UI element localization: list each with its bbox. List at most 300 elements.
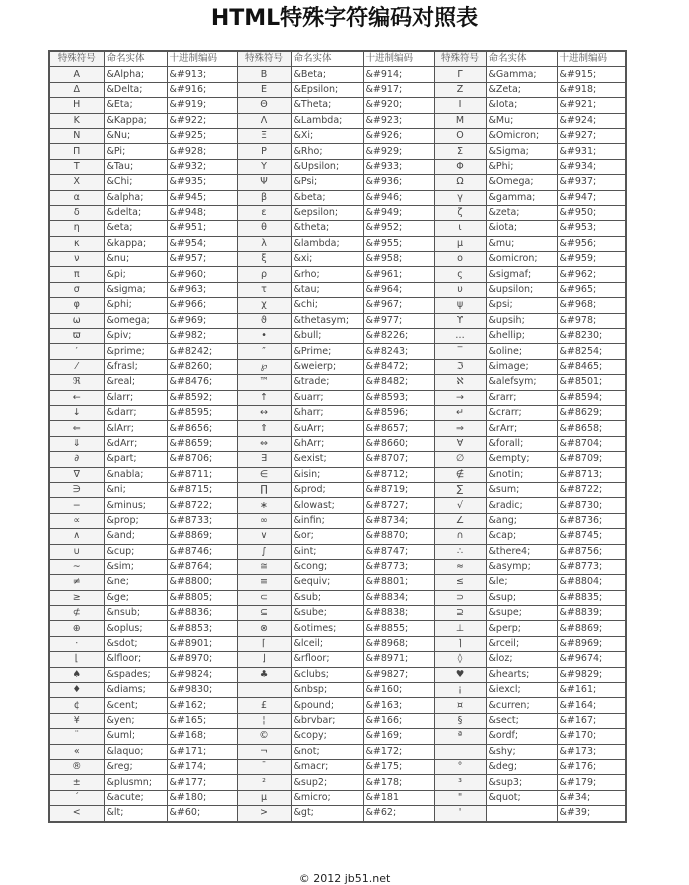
decimal-code-cell: &#8722; bbox=[167, 498, 237, 513]
named-entity-cell: &sube; bbox=[291, 606, 363, 621]
named-entity-cell: &reg; bbox=[104, 759, 167, 774]
decimal-code-cell: &#8254; bbox=[557, 344, 626, 359]
symbol-cell: ® bbox=[49, 759, 104, 774]
table-row bbox=[49, 236, 626, 251]
symbol-cell: ∀ bbox=[434, 436, 486, 451]
named-entity-cell: &prod; bbox=[291, 482, 363, 497]
decimal-code-cell: &#8834; bbox=[363, 590, 434, 605]
symbol-cell: ψ bbox=[434, 298, 486, 313]
decimal-code-cell: &#919; bbox=[167, 98, 237, 113]
symbol-cell: Ξ bbox=[237, 128, 291, 143]
symbol-cell: ∃ bbox=[237, 452, 291, 467]
decimal-code-cell: &#916; bbox=[167, 82, 237, 97]
symbol-cell: Κ bbox=[49, 113, 104, 128]
symbol-cell: ∝ bbox=[49, 513, 104, 528]
decimal-code-cell: &#935; bbox=[167, 175, 237, 190]
named-entity-cell: &xi; bbox=[291, 252, 363, 267]
decimal-code-cell: &#982; bbox=[167, 329, 237, 344]
table-row bbox=[49, 359, 626, 374]
named-entity-cell: &real; bbox=[104, 375, 167, 390]
named-entity-cell: &prime; bbox=[104, 344, 167, 359]
decimal-code-cell: &#170; bbox=[557, 729, 626, 744]
symbol-cell: μ bbox=[434, 236, 486, 251]
symbol-cell: Α bbox=[49, 67, 104, 82]
named-entity-cell: &Psi; bbox=[291, 175, 363, 190]
symbol-cell: ′ bbox=[49, 344, 104, 359]
symbol-cell: ≥ bbox=[49, 590, 104, 605]
decimal-code-cell: &#180; bbox=[167, 790, 237, 805]
table-row bbox=[49, 205, 626, 220]
symbol-cell: ∠ bbox=[434, 513, 486, 528]
symbol-cell: ∴ bbox=[434, 544, 486, 559]
symbol-cell: … bbox=[434, 329, 486, 344]
symbol-cell: Ι bbox=[434, 98, 486, 113]
named-entity-cell: &hArr; bbox=[291, 436, 363, 451]
symbol-cell: θ bbox=[237, 221, 291, 236]
named-entity-cell: &lt; bbox=[104, 806, 167, 822]
symbol-cell: ζ bbox=[434, 205, 486, 220]
table-row bbox=[49, 267, 626, 282]
symbol-cell: µ bbox=[237, 790, 291, 805]
symbol-cell: υ bbox=[434, 282, 486, 297]
symbol-cell: ³ bbox=[434, 775, 486, 790]
symbol-cell: ⊄ bbox=[49, 606, 104, 621]
named-entity-cell: &there4; bbox=[486, 544, 557, 559]
symbol-cell: ⊇ bbox=[434, 606, 486, 621]
table-row bbox=[49, 298, 626, 313]
symbol-cell: ≅ bbox=[237, 559, 291, 574]
named-entity-cell: &theta; bbox=[291, 221, 363, 236]
named-entity-cell: &uml; bbox=[104, 729, 167, 744]
decimal-code-cell: &#8733; bbox=[167, 513, 237, 528]
named-entity-cell: &prop; bbox=[104, 513, 167, 528]
symbol-cell: Η bbox=[49, 98, 104, 113]
decimal-code-cell: &#934; bbox=[557, 159, 626, 174]
named-entity-cell: &eta; bbox=[104, 221, 167, 236]
symbol-cell: ∈ bbox=[237, 467, 291, 482]
decimal-code-cell: &#8707; bbox=[363, 452, 434, 467]
named-entity-cell: &diams; bbox=[104, 683, 167, 698]
symbol-cell: ≠ bbox=[49, 575, 104, 590]
symbol-cell: γ bbox=[434, 190, 486, 205]
symbol-cell: " bbox=[434, 790, 486, 805]
symbol-cell: ∇ bbox=[49, 467, 104, 482]
symbol-cell: ℑ bbox=[434, 359, 486, 374]
table-row bbox=[49, 559, 626, 574]
named-entity-cell: &frasl; bbox=[104, 359, 167, 374]
symbol-cell: η bbox=[49, 221, 104, 236]
named-entity-cell: &Eta; bbox=[104, 98, 167, 113]
named-entity-cell: &exist; bbox=[291, 452, 363, 467]
named-entity-cell: &Omicron; bbox=[486, 128, 557, 143]
decimal-code-cell: &#8715; bbox=[167, 482, 237, 497]
symbol-cell: ← bbox=[49, 390, 104, 405]
decimal-code-cell: &#169; bbox=[363, 729, 434, 744]
named-entity-cell: &nabla; bbox=[104, 467, 167, 482]
decimal-code-cell: &#957; bbox=[167, 252, 237, 267]
table-row bbox=[49, 390, 626, 405]
table-row bbox=[49, 113, 626, 128]
symbol-cell: Ψ bbox=[237, 175, 291, 190]
decimal-code-cell: &#929; bbox=[363, 144, 434, 159]
symbol-cell: ° bbox=[434, 759, 486, 774]
symbol-cell: β bbox=[237, 190, 291, 205]
named-entity-cell: &pound; bbox=[291, 698, 363, 713]
decimal-code-cell: &#8659; bbox=[167, 436, 237, 451]
symbol-cell: < bbox=[49, 806, 104, 822]
decimal-code-cell: &#8969; bbox=[557, 636, 626, 651]
table-row bbox=[49, 790, 626, 805]
named-entity-cell: &notin; bbox=[486, 467, 557, 482]
decimal-code-cell: &#8260; bbox=[167, 359, 237, 374]
decimal-code-cell: &#9830; bbox=[167, 683, 237, 698]
table-row bbox=[49, 698, 626, 713]
named-entity-cell: &ordf; bbox=[486, 729, 557, 744]
decimal-code-cell: &#922; bbox=[167, 113, 237, 128]
named-entity-cell: &sum; bbox=[486, 482, 557, 497]
decimal-code-cell: &#969; bbox=[167, 313, 237, 328]
named-entity-cell: &rfloor; bbox=[291, 652, 363, 667]
named-entity-cell: &minus; bbox=[104, 498, 167, 513]
named-entity-cell: &sup3; bbox=[486, 775, 557, 790]
named-entity-cell: &Mu; bbox=[486, 113, 557, 128]
decimal-code-cell: &#176; bbox=[557, 759, 626, 774]
symbol-cell: ⇔ bbox=[237, 436, 291, 451]
decimal-code-cell: &#8746; bbox=[167, 544, 237, 559]
named-entity-cell: &Kappa; bbox=[104, 113, 167, 128]
decimal-code-cell: &#951; bbox=[167, 221, 237, 236]
decimal-code-cell: &#964; bbox=[363, 282, 434, 297]
symbol-cell: § bbox=[434, 713, 486, 728]
symbol-cell: ⊆ bbox=[237, 606, 291, 621]
symbol-cell: Θ bbox=[237, 98, 291, 113]
named-entity-cell: &iexcl; bbox=[486, 683, 557, 698]
table-row bbox=[49, 329, 626, 344]
named-entity-cell: &alpha; bbox=[104, 190, 167, 205]
table-row bbox=[49, 452, 626, 467]
named-entity-cell: &le; bbox=[486, 575, 557, 590]
decimal-code-cell: &#8869; bbox=[557, 621, 626, 636]
table-row bbox=[49, 806, 626, 822]
table-row bbox=[49, 744, 626, 759]
named-entity-cell: &omicron; bbox=[486, 252, 557, 267]
symbol-cell: Ν bbox=[49, 128, 104, 143]
symbol-cell: ¡ bbox=[434, 683, 486, 698]
symbol-cell: Τ bbox=[49, 159, 104, 174]
symbol-cell: → bbox=[434, 390, 486, 405]
symbol-cell: Λ bbox=[237, 113, 291, 128]
table-row bbox=[49, 513, 626, 528]
decimal-code-cell: &#179; bbox=[557, 775, 626, 790]
symbol-cell: σ bbox=[49, 282, 104, 297]
named-entity-cell: &Pi; bbox=[104, 144, 167, 159]
decimal-code-cell: &#924; bbox=[557, 113, 626, 128]
symbol-cell: ″ bbox=[237, 344, 291, 359]
decimal-code-cell: &#8713; bbox=[557, 467, 626, 482]
symbol-cell: ∋ bbox=[49, 482, 104, 497]
table-row bbox=[49, 729, 626, 744]
decimal-code-cell: &#8747; bbox=[363, 544, 434, 559]
header-decimal-code: 十进制编码 bbox=[363, 51, 434, 67]
named-entity-cell: &sect; bbox=[486, 713, 557, 728]
symbol-cell: ¬ bbox=[237, 744, 291, 759]
named-entity-cell: &macr; bbox=[291, 759, 363, 774]
symbol-cell: − bbox=[49, 498, 104, 513]
symbol-cell: ∪ bbox=[49, 544, 104, 559]
named-entity-cell: &phi; bbox=[104, 298, 167, 313]
decimal-code-cell: &#918; bbox=[557, 82, 626, 97]
symbol-cell: ρ bbox=[237, 267, 291, 282]
decimal-code-cell: &#8727; bbox=[363, 498, 434, 513]
named-entity-cell: &sim; bbox=[104, 559, 167, 574]
symbol-cell: ϖ bbox=[49, 329, 104, 344]
decimal-code-cell: &#8756; bbox=[557, 544, 626, 559]
symbol-cell: ⊂ bbox=[237, 590, 291, 605]
decimal-code-cell: &#8711; bbox=[167, 467, 237, 482]
symbol-cell: ∧ bbox=[49, 529, 104, 544]
symbol-cell: ¢ bbox=[49, 698, 104, 713]
symbol-cell: £ bbox=[237, 698, 291, 713]
symbol-cell: ↔ bbox=[237, 405, 291, 420]
decimal-code-cell: &#8838; bbox=[363, 606, 434, 621]
decimal-code-cell: &#8804; bbox=[557, 575, 626, 590]
symbol-cell: ⊃ bbox=[434, 590, 486, 605]
symbol-cell: λ bbox=[237, 236, 291, 251]
named-entity-cell: &empty; bbox=[486, 452, 557, 467]
named-entity-cell: &plusmn; bbox=[104, 775, 167, 790]
table-row bbox=[49, 636, 626, 651]
decimal-code-cell: &#177; bbox=[167, 775, 237, 790]
table-row bbox=[49, 621, 626, 636]
decimal-code-cell: &#968; bbox=[557, 298, 626, 313]
decimal-code-cell: &#161; bbox=[557, 683, 626, 698]
symbol-cell: ⊕ bbox=[49, 621, 104, 636]
decimal-code-cell: &#956; bbox=[557, 236, 626, 251]
named-entity-cell: &nsub; bbox=[104, 606, 167, 621]
named-entity-cell: &oplus; bbox=[104, 621, 167, 636]
symbol-cell: ε bbox=[237, 205, 291, 220]
decimal-code-cell: &#167; bbox=[557, 713, 626, 728]
decimal-code-cell: &#933; bbox=[363, 159, 434, 174]
symbol-cell: ⇑ bbox=[237, 421, 291, 436]
decimal-code-cell: &#8773; bbox=[363, 559, 434, 574]
decimal-code-cell: &#955; bbox=[363, 236, 434, 251]
named-entity-cell: &oline; bbox=[486, 344, 557, 359]
named-entity-cell: &sup; bbox=[486, 590, 557, 605]
named-entity-cell: &mu; bbox=[486, 236, 557, 251]
symbol-cell: ⌉ bbox=[434, 636, 486, 651]
table-row bbox=[49, 82, 626, 97]
decimal-code-cell: &#923; bbox=[363, 113, 434, 128]
decimal-code-cell: &#8712; bbox=[363, 467, 434, 482]
named-entity-cell: &clubs; bbox=[291, 667, 363, 682]
decimal-code-cell: &#9824; bbox=[167, 667, 237, 682]
named-entity-cell: &laquo; bbox=[104, 744, 167, 759]
decimal-code-cell: &#173; bbox=[557, 744, 626, 759]
named-entity-cell: &lArr; bbox=[104, 421, 167, 436]
named-entity-cell: &radic; bbox=[486, 498, 557, 513]
header-symbol: 特殊符号 bbox=[49, 51, 104, 67]
decimal-code-cell: &#8730; bbox=[557, 498, 626, 513]
table-row bbox=[49, 405, 626, 420]
named-entity-cell: &image; bbox=[486, 359, 557, 374]
symbol-cell: ∏ bbox=[237, 482, 291, 497]
decimal-code-cell: &#163; bbox=[363, 698, 434, 713]
decimal-code-cell: &#8596; bbox=[363, 405, 434, 420]
symbol-cell: ◊ bbox=[434, 652, 486, 667]
decimal-code-cell: &#928; bbox=[167, 144, 237, 159]
symbol-cell: Φ bbox=[434, 159, 486, 174]
symbol-cell: Ο bbox=[434, 128, 486, 143]
symbol-cell: Ε bbox=[237, 82, 291, 97]
symbol-cell: ¦ bbox=[237, 713, 291, 728]
decimal-code-cell: &#8595; bbox=[167, 405, 237, 420]
named-entity-cell: &rarr; bbox=[486, 390, 557, 405]
table-row bbox=[49, 375, 626, 390]
named-entity-cell: &zeta; bbox=[486, 205, 557, 220]
named-entity-cell: &forall; bbox=[486, 436, 557, 451]
decimal-code-cell: &#9829; bbox=[557, 667, 626, 682]
symbol-cell: ♦ bbox=[49, 683, 104, 698]
named-entity-cell: &lowast; bbox=[291, 498, 363, 513]
decimal-code-cell: &#8230; bbox=[557, 329, 626, 344]
named-entity-cell: &Theta; bbox=[291, 98, 363, 113]
entity-table-body bbox=[49, 67, 626, 822]
named-entity-cell: &and; bbox=[104, 529, 167, 544]
symbol-cell: Μ bbox=[434, 113, 486, 128]
table-row bbox=[49, 544, 626, 559]
decimal-code-cell: &#8657; bbox=[363, 421, 434, 436]
decimal-code-cell: &#162; bbox=[167, 698, 237, 713]
named-entity-cell: &yen; bbox=[104, 713, 167, 728]
named-entity-cell: &dArr; bbox=[104, 436, 167, 451]
symbol-cell: ⇐ bbox=[49, 421, 104, 436]
named-entity-cell: &lfloor; bbox=[104, 652, 167, 667]
symbol-cell: ∑ bbox=[434, 482, 486, 497]
named-entity-cell: &hellip; bbox=[486, 329, 557, 344]
named-entity-cell: &sdot; bbox=[104, 636, 167, 651]
symbol-cell: • bbox=[237, 329, 291, 344]
symbol-cell: ⊗ bbox=[237, 621, 291, 636]
named-entity-cell: &sigma; bbox=[104, 282, 167, 297]
decimal-code-cell: &#8501; bbox=[557, 375, 626, 390]
decimal-code-cell: &#8465; bbox=[557, 359, 626, 374]
decimal-code-cell: &#8706; bbox=[167, 452, 237, 467]
decimal-code-cell: &#8855; bbox=[363, 621, 434, 636]
symbol-cell: φ bbox=[49, 298, 104, 313]
decimal-code-cell: &#8839; bbox=[557, 606, 626, 621]
named-entity-cell: &lceil; bbox=[291, 636, 363, 651]
decimal-code-cell: &#947; bbox=[557, 190, 626, 205]
named-entity-cell: &Tau; bbox=[104, 159, 167, 174]
symbol-cell: ⌋ bbox=[237, 652, 291, 667]
header-named-entity: 命名实体 bbox=[104, 51, 167, 67]
decimal-code-cell: &#961; bbox=[363, 267, 434, 282]
symbol-cell: ± bbox=[49, 775, 104, 790]
symbol-cell: Υ bbox=[237, 159, 291, 174]
symbol-cell: ♥ bbox=[434, 667, 486, 682]
symbol-cell: ⇓ bbox=[49, 436, 104, 451]
symbol-cell: Σ bbox=[434, 144, 486, 159]
named-entity-cell: &gamma; bbox=[486, 190, 557, 205]
decimal-code-cell: &#166; bbox=[363, 713, 434, 728]
named-entity-cell: &iota; bbox=[486, 221, 557, 236]
named-entity-cell: &shy; bbox=[486, 744, 557, 759]
decimal-code-cell: &#915; bbox=[557, 67, 626, 82]
named-entity-cell: &weierp; bbox=[291, 359, 363, 374]
page-title: HTML特殊字符编码对照表 bbox=[210, 6, 479, 31]
decimal-code-cell: &#950; bbox=[557, 205, 626, 220]
decimal-code-cell: &#945; bbox=[167, 190, 237, 205]
decimal-code-cell: &#60; bbox=[167, 806, 237, 822]
symbol-cell: ϑ bbox=[237, 313, 291, 328]
decimal-code-cell: &#9674; bbox=[557, 652, 626, 667]
table-row bbox=[49, 252, 626, 267]
named-entity-cell: &nu; bbox=[104, 252, 167, 267]
named-entity-cell: &not; bbox=[291, 744, 363, 759]
decimal-code-cell: &#164; bbox=[557, 698, 626, 713]
symbol-cell: ∼ bbox=[49, 559, 104, 574]
decimal-code-cell: &#8853; bbox=[167, 621, 237, 636]
decimal-code-cell: &#958; bbox=[363, 252, 434, 267]
table-row bbox=[49, 436, 626, 451]
table-row bbox=[49, 498, 626, 513]
named-entity-cell bbox=[486, 806, 557, 822]
decimal-code-cell: &#8709; bbox=[557, 452, 626, 467]
symbol-cell: ⋅ bbox=[49, 636, 104, 651]
named-entity-cell: &Alpha; bbox=[104, 67, 167, 82]
decimal-code-cell: &#960; bbox=[167, 267, 237, 282]
symbol-cell: ⁄ bbox=[49, 359, 104, 374]
decimal-code-cell: &#959; bbox=[557, 252, 626, 267]
symbol-cell: Ρ bbox=[237, 144, 291, 159]
table-row bbox=[49, 421, 626, 436]
decimal-code-cell: &#174; bbox=[167, 759, 237, 774]
named-entity-cell: &larr; bbox=[104, 390, 167, 405]
named-entity-cell: &Epsilon; bbox=[291, 82, 363, 97]
symbol-cell: ≡ bbox=[237, 575, 291, 590]
named-entity-cell: &loz; bbox=[486, 652, 557, 667]
decimal-code-cell: &#178; bbox=[363, 775, 434, 790]
decimal-code-cell: &#8805; bbox=[167, 590, 237, 605]
named-entity-cell: &Chi; bbox=[104, 175, 167, 190]
named-entity-cell: &ge; bbox=[104, 590, 167, 605]
table-row bbox=[49, 190, 626, 205]
decimal-code-cell: &#8658; bbox=[557, 421, 626, 436]
symbol-cell: ⇒ bbox=[434, 421, 486, 436]
decimal-code-cell: &#953; bbox=[557, 221, 626, 236]
symbol-cell: Β bbox=[237, 67, 291, 82]
decimal-code-cell: &#8592; bbox=[167, 390, 237, 405]
named-entity-cell: &Nu; bbox=[104, 128, 167, 143]
symbol-cell: ‾ bbox=[434, 344, 486, 359]
named-entity-cell: &asymp; bbox=[486, 559, 557, 574]
decimal-code-cell: &#936; bbox=[363, 175, 434, 190]
symbol-cell: ∫ bbox=[237, 544, 291, 559]
table-row bbox=[49, 775, 626, 790]
decimal-code-cell: &#8835; bbox=[557, 590, 626, 605]
table-row bbox=[49, 221, 626, 236]
named-entity-cell: &lambda; bbox=[291, 236, 363, 251]
named-entity-cell: &spades; bbox=[104, 667, 167, 682]
decimal-code-cell: &#8901; bbox=[167, 636, 237, 651]
table-row bbox=[49, 144, 626, 159]
decimal-code-cell: &#8745; bbox=[557, 529, 626, 544]
named-entity-cell: &Delta; bbox=[104, 82, 167, 97]
table-row bbox=[49, 575, 626, 590]
named-entity-cell: &rho; bbox=[291, 267, 363, 282]
table-row bbox=[49, 67, 626, 82]
